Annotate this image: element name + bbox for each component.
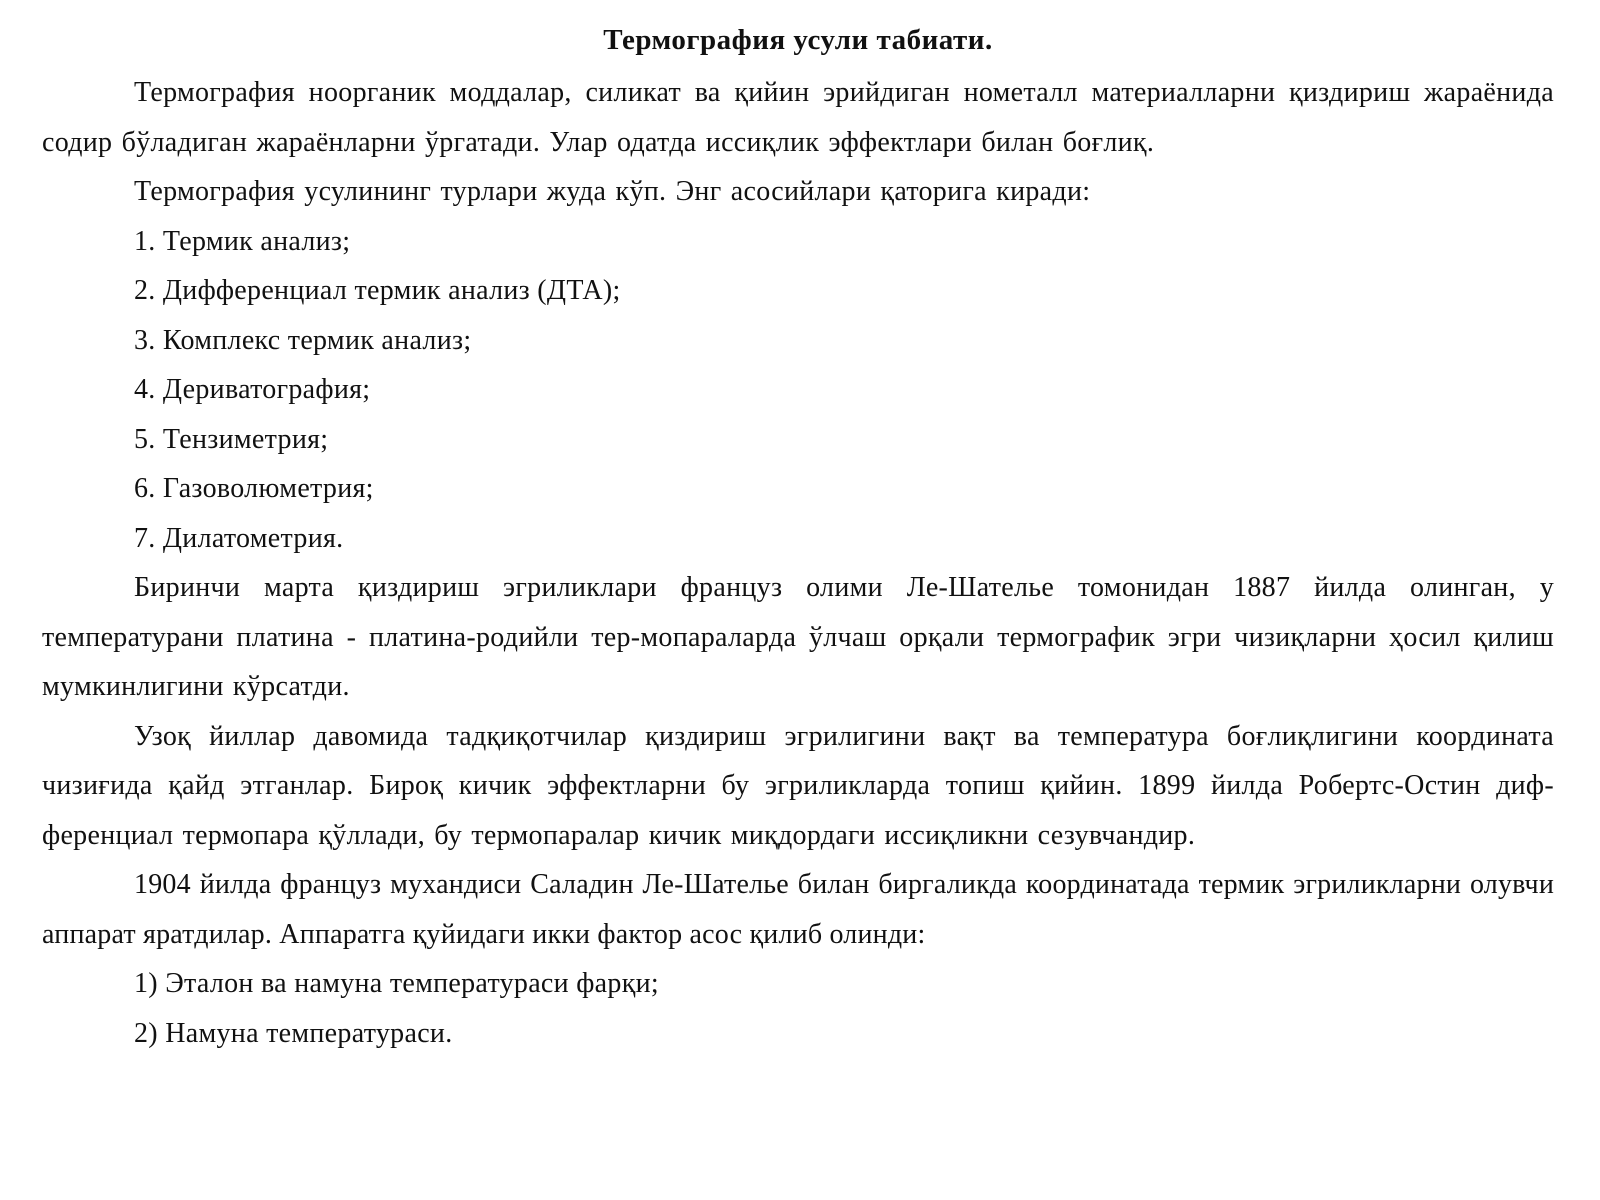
factors-list <box>42 959 1554 1058</box>
document-title: Термография усули табиати. <box>603 24 993 56</box>
types-list <box>42 217 1554 564</box>
list-item: 3. Комплекс термик анализ; <box>134 324 472 356</box>
list-item: 2) Намуна температураси. <box>134 1017 453 1049</box>
history-paragraph-1: Биринчи марта қиздириш эгриликлари француз олими Ле-Шателье томонидан 1887 йилда олинган, у температурани платина - платина-родийли тер-мопараларда ўлчаш орқали термографик эгри чизиқларни ҳосил қилиш мумкинлигини кўрсатди. <box>42 572 1554 702</box>
history-paragraph-2: Узоқ йиллар давомида тадқиқотчилар қиздириш эгрилигини вақт ва температура боғлиқлигини координата чизиғида қайд этганлар. Бироқ кичик эффектларни бу эгриликларда топиш қийин. 1899 йилда Робертс-Остин диф-ференциал термопара қўллади, бу термопаралар кичик миқдордаги иссиқликни сезувчандир. <box>42 720 1554 851</box>
list-item: 6. Газоволюметрия; <box>134 473 374 504</box>
list-item: 1. Термик анализ; <box>134 225 351 257</box>
list-item: 1) Эталон ва намуна температураси фарқи; <box>134 968 659 999</box>
list-item: 5. Тензиметрия; <box>134 423 329 455</box>
intro-paragraph: Термография ноорганик моддалар, силикат ва қийин эрийдиган нометалл материалларни қиздириш жараёнида содир бўладиган жараёнларни ўргатади. Улар одатда иссиқлик эффектлари билан боғлиқ. <box>42 77 1554 158</box>
history-paragraph-3: 1904 йилда француз мухандиси Саладин Ле-Шателье билан биргаликда координатада термик эгриликларни олувчи аппарат яратдилар. Аппаратга қуйидаги икки фактор асос қилиб олинди: <box>42 869 1554 950</box>
list-item: 7. Дилатометрия. <box>134 522 344 554</box>
types-intro-paragraph: Термография усулининг турлари жуда кўп. Энг асосийлари қаторига киради: <box>134 176 1091 207</box>
list-item: 2. Дифференциал термик анализ (ДТА); <box>134 275 621 306</box>
list-item: 4. Дериватография; <box>134 374 371 405</box>
